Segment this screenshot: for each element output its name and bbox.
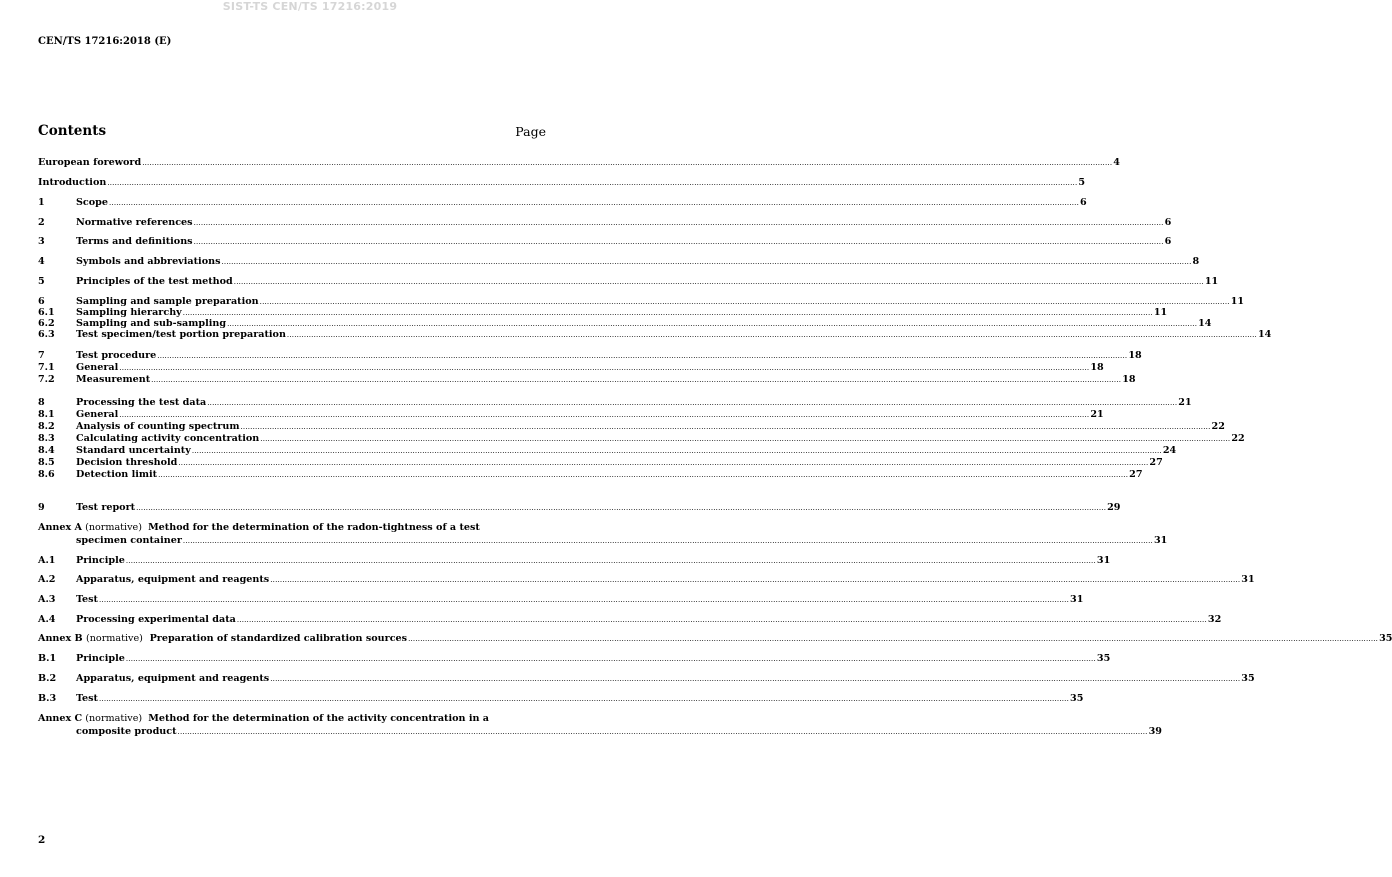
- toc-title: Test report: [76, 502, 136, 513]
- toc-number: 8.1: [38, 409, 55, 420]
- toc-number: 8.4: [38, 445, 55, 456]
- toc-number: 8.3: [38, 433, 55, 444]
- toc-title: Standard uncertainty: [76, 445, 191, 456]
- toc-page: 31: [1070, 594, 1084, 605]
- toc-entry[interactable]: [38, 329, 1272, 341]
- annex-label: Annex C: [38, 713, 83, 724]
- toc-title: Test procedure: [76, 350, 157, 361]
- dot-leader: ................................................................................................................................................................................................................................................................................................................................................................................................................: [119, 364, 1090, 372]
- toc-number: 7: [38, 350, 45, 361]
- toc-number: B.1: [38, 653, 57, 664]
- annex-heading: [38, 633, 407, 644]
- dot-leader: ................................................................................................................................................................................................................................................................................................................................................................................................................: [182, 537, 1153, 545]
- page-column-heading: Page: [515, 124, 546, 139]
- toc-page: 11: [1204, 276, 1219, 287]
- toc-number: 7.2: [38, 374, 55, 385]
- annex-type: (normative): [86, 633, 143, 644]
- toc-entry[interactable]: [38, 614, 1222, 626]
- toc-page: 35: [1379, 633, 1392, 644]
- toc-entry[interactable]: [38, 693, 1084, 705]
- toc-number: 7.1: [38, 362, 55, 373]
- toc-title: Principle: [76, 555, 125, 566]
- toc-page: 4: [1113, 157, 1120, 168]
- toc-title: Detection limit: [76, 469, 158, 480]
- toc-entry[interactable]: [38, 374, 1136, 386]
- toc-number: A.2: [38, 574, 56, 585]
- toc-title: Principles of the test method: [76, 276, 233, 287]
- dot-leader: ................................................................................................................................................................................................................................................................................................................................................................................................................: [270, 675, 1241, 683]
- contents-heading: Contents: [38, 123, 107, 139]
- toc-page: 24: [1162, 445, 1177, 456]
- dot-leader: ................................................................................................................................................................................................................................................................................................................................................................................................................: [157, 352, 1128, 360]
- dot-leader: ................................................................................................................................................................................................................................................................................................................................................................................................................: [119, 411, 1090, 419]
- toc-entry[interactable]: [38, 445, 1177, 457]
- toc-page: 6: [1164, 217, 1172, 228]
- toc-title: Sampling and sub-sampling: [76, 318, 227, 329]
- toc-page: 22: [1231, 433, 1245, 444]
- dot-leader: ................................................................................................................................................................................................................................................................................................................................................................................................................: [108, 199, 1080, 207]
- toc-number: 8.2: [38, 421, 55, 432]
- toc-entry[interactable]: [38, 653, 1111, 665]
- toc-page: 35: [1096, 653, 1111, 664]
- toc-entry[interactable]: [38, 673, 1255, 685]
- toc-page: 6: [1080, 197, 1087, 208]
- dot-leader: ................................................................................................................................................................................................................................................................................................................................................................................................................: [182, 309, 1153, 317]
- toc-number: 6: [38, 296, 45, 307]
- toc-number: A.1: [38, 555, 56, 566]
- toc-number: 8.6: [38, 469, 55, 480]
- toc-entry[interactable]: [38, 157, 1120, 169]
- toc-entry[interactable]: [38, 409, 1104, 421]
- toc-entry[interactable]: [38, 502, 1121, 514]
- page-number: 2: [38, 834, 46, 846]
- toc-title: Sampling and sample preparation: [76, 296, 259, 307]
- dot-leader: ................................................................................................................................................................................................................................................................................................................................................................................................................: [191, 447, 1162, 455]
- toc-number: A.4: [38, 614, 56, 625]
- toc-title: General: [76, 362, 119, 373]
- dot-leader: ................................................................................................................................................................................................................................................................................................................................................................................................................: [259, 298, 1230, 306]
- toc-entry[interactable]: [76, 535, 1168, 547]
- dot-leader: ................................................................................................................................................................................................................................................................................................................................................................................................................: [227, 320, 1198, 328]
- toc-title: Test: [76, 594, 98, 605]
- toc-title: Test: [76, 693, 98, 704]
- toc-entry[interactable]: [38, 433, 1245, 445]
- dot-leader: ................................................................................................................................................................................................................................................................................................................................................................................................................: [260, 435, 1231, 443]
- dot-leader: ................................................................................................................................................................................................................................................................................................................................................................................................................: [125, 655, 1096, 663]
- toc-title: Measurement: [76, 374, 151, 385]
- toc-entry[interactable]: [38, 276, 1219, 288]
- toc-page: 5: [1078, 177, 1086, 188]
- toc-entry[interactable]: [76, 726, 1162, 738]
- toc-entry[interactable]: [38, 256, 1200, 268]
- dot-leader: ................................................................................................................................................................................................................................................................................................................................................................................................................: [193, 219, 1164, 227]
- toc-number: 6.2: [38, 318, 55, 329]
- toc-page: 21: [1178, 397, 1192, 408]
- toc-entry[interactable]: [38, 469, 1143, 481]
- dot-leader: ................................................................................................................................................................................................................................................................................................................................................................................................................: [177, 728, 1148, 736]
- toc-page: 18: [1128, 350, 1142, 361]
- toc-page: 31: [1241, 574, 1255, 585]
- toc-title: Apparatus, equipment and reagents: [76, 574, 270, 585]
- dot-leader: ................................................................................................................................................................................................................................................................................................................................................................................................................: [151, 376, 1122, 384]
- annex-title: Preparation of standardized calibration sources: [149, 633, 408, 644]
- toc-page: 8: [1192, 256, 1200, 267]
- toc-number: 6.1: [38, 307, 55, 318]
- dot-leader: ................................................................................................................................................................................................................................................................................................................................................................................................................: [270, 576, 1241, 584]
- toc-number: B.2: [38, 673, 57, 684]
- watermark: SIST-TS CEN/TS 17216:2019: [222, 0, 398, 13]
- toc-number: A.3: [38, 594, 56, 605]
- toc-title: Principle: [76, 653, 125, 664]
- toc-title: Normative references: [76, 217, 193, 228]
- toc-number: B.3: [38, 693, 57, 704]
- dot-leader: ................................................................................................................................................................................................................................................................................................................................................................................................................: [193, 238, 1164, 246]
- dot-leader: ................................................................................................................................................................................................................................................................................................................................................................................................................: [98, 695, 1070, 703]
- toc-title: Scope: [76, 197, 108, 208]
- toc-number: 6.3: [38, 329, 55, 340]
- toc-title: European foreword: [38, 157, 142, 168]
- annex-title: Method for the determination of the activity concentration in a: [148, 713, 489, 724]
- dot-leader: ................................................................................................................................................................................................................................................................................................................................................................................................................: [240, 423, 1211, 431]
- toc-page: 21: [1090, 409, 1104, 420]
- dot-leader: ................................................................................................................................................................................................................................................................................................................................................................................................................: [236, 616, 1207, 624]
- annex-title-continued: specimen container: [76, 535, 182, 546]
- dot-leader: ................................................................................................................................................................................................................................................................................................................................................................................................................: [98, 596, 1070, 604]
- annex-label: Annex A: [38, 522, 83, 533]
- annex-a-heading[interactable]: [38, 522, 546, 533]
- toc-page: 27: [1149, 457, 1163, 468]
- toc-number: 4: [38, 256, 45, 267]
- toc-entry[interactable]: [38, 421, 1225, 433]
- toc-entry[interactable]: [38, 197, 1087, 209]
- toc-title: Sampling hierarchy: [76, 307, 182, 318]
- toc-page: 35: [1070, 693, 1084, 704]
- dot-leader: ................................................................................................................................................................................................................................................................................................................................................................................................................: [286, 331, 1257, 339]
- dot-leader: ................................................................................................................................................................................................................................................................................................................................................................................................................: [158, 471, 1129, 479]
- toc-number: 1: [38, 197, 45, 208]
- toc-entry[interactable]: [38, 397, 1192, 409]
- dot-leader: ................................................................................................................................................................................................................................................................................................................................................................................................................: [233, 278, 1204, 286]
- toc-title: Symbols and abbreviations: [76, 256, 221, 267]
- toc-entry[interactable]: [38, 594, 1084, 606]
- toc-page: 29: [1107, 502, 1121, 513]
- toc-number: 5: [38, 276, 45, 287]
- dot-leader: ................................................................................................................................................................................................................................................................................................................................................................................................................: [207, 399, 1178, 407]
- toc-title: Introduction: [38, 177, 107, 188]
- toc-number: 9: [38, 502, 45, 513]
- toc-number: 8.5: [38, 457, 55, 468]
- annex-type: (normative): [85, 522, 142, 533]
- annex-title-continued: composite product: [76, 726, 177, 737]
- dot-leader: ................................................................................................................................................................................................................................................................................................................................................................................................................: [136, 504, 1107, 512]
- dot-leader: ................................................................................................................................................................................................................................................................................................................................................................................................................: [125, 557, 1096, 565]
- toc-title: Terms and definitions: [76, 236, 193, 247]
- toc-page: 18: [1090, 362, 1104, 373]
- dot-leader: ................................................................................................................................................................................................................................................................................................................................................................................................................: [221, 258, 1192, 266]
- dot-leader: ................................................................................................................................................................................................................................................................................................................................................................................................................: [178, 459, 1149, 467]
- toc-title: Processing experimental data: [76, 614, 236, 625]
- toc-number: 8: [38, 397, 45, 408]
- toc-page: 18: [1122, 374, 1136, 385]
- toc-page: 27: [1129, 469, 1143, 480]
- toc-title: Decision threshold: [76, 457, 178, 468]
- toc-page: 32: [1207, 614, 1222, 625]
- toc-page: 22: [1211, 421, 1225, 432]
- dot-leader: ................................................................................................................................................................................................................................................................................................................................................................................................................: [408, 635, 1379, 643]
- toc-entry[interactable]: [38, 574, 1255, 586]
- toc-title: General: [76, 409, 119, 420]
- toc-number: 3: [38, 236, 45, 247]
- annex-c-heading[interactable]: [38, 713, 546, 724]
- toc-page: 6: [1164, 236, 1172, 247]
- toc-entry[interactable]: [38, 236, 1172, 248]
- annex-label: Annex B: [38, 633, 83, 644]
- toc-page: 31: [1153, 535, 1168, 546]
- toc-title: Processing the test data: [76, 397, 207, 408]
- toc-page: 35: [1241, 673, 1255, 684]
- toc-title: Apparatus, equipment and reagents: [76, 673, 270, 684]
- toc-entry[interactable]: [38, 177, 1086, 189]
- toc-title: Test specimen/test portion preparation: [76, 329, 286, 340]
- toc-entry[interactable]: [38, 457, 1163, 469]
- toc-page: 14: [1198, 318, 1212, 329]
- toc-title: Analysis of counting spectrum: [76, 421, 240, 432]
- toc-title: Calculating activity concentration: [76, 433, 260, 444]
- document-identifier: CEN/TS 17216:2018 (E): [38, 36, 172, 47]
- toc-entry[interactable]: [38, 362, 1104, 374]
- annex-b-heading[interactable]: [38, 633, 1392, 645]
- toc-page: 11: [1153, 307, 1168, 318]
- toc-page: 31: [1096, 555, 1111, 566]
- dot-leader: ................................................................................................................................................................................................................................................................................................................................................................................................................: [142, 159, 1113, 167]
- toc-page: 11: [1230, 296, 1245, 307]
- toc-page: 14: [1257, 329, 1272, 340]
- toc-page: 39: [1148, 726, 1162, 737]
- annex-type: (normative): [85, 713, 143, 724]
- toc-number: 2: [38, 217, 45, 228]
- dot-leader: ................................................................................................................................................................................................................................................................................................................................................................................................................: [107, 179, 1078, 187]
- toc-entry[interactable]: [38, 555, 1111, 567]
- toc-entry[interactable]: [38, 217, 1172, 229]
- annex-title: Method for the determination of the radon-tightness of a test: [148, 522, 480, 533]
- toc-entry[interactable]: [38, 350, 1142, 362]
